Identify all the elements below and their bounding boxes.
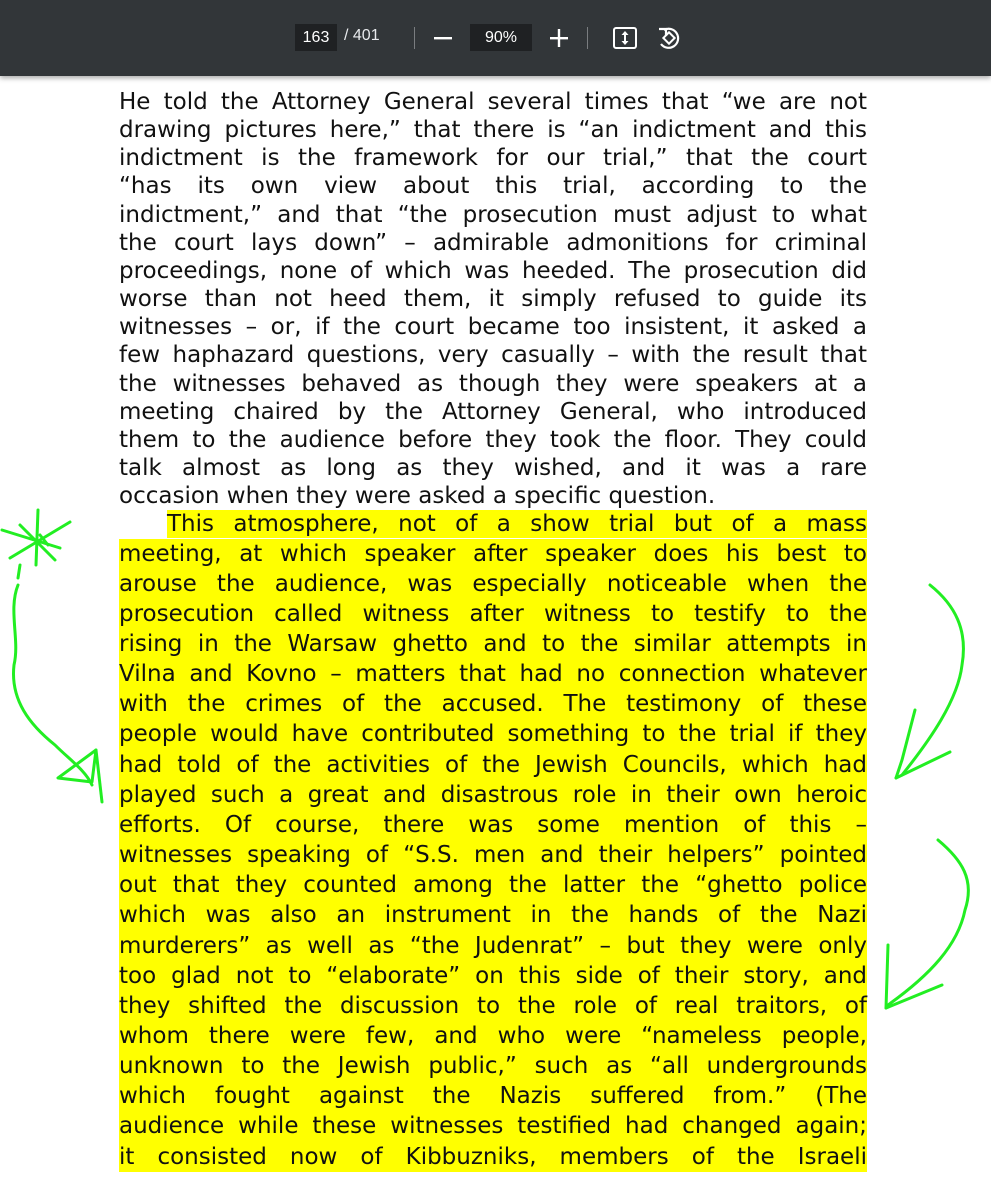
doc-line: occasion when they were asked a specific question. xyxy=(119,483,716,510)
minus-icon xyxy=(432,27,454,49)
highlighted-line: unknown to the Jewish public,” such as “all undergrounds xyxy=(119,1051,867,1081)
fit-to-page-button[interactable] xyxy=(609,22,641,54)
doc-line: indictment,” and that “the prosecution must adjust to what xyxy=(119,201,867,228)
highlighted-line: witnesses speaking of “S.S. men and their helpers” pointed xyxy=(119,840,867,870)
highlighted-line: efforts. Of course, there was some mention of this – xyxy=(119,810,867,840)
highlighted-line: This atmosphere, not of a show trial but of a mass xyxy=(167,511,867,538)
highlighted-line: meeting, at which speaker after speaker does his best to xyxy=(119,539,867,569)
curved-arrow-left-icon xyxy=(13,585,102,802)
zoom-level[interactable]: 90% xyxy=(470,24,532,51)
plus-icon xyxy=(548,27,570,49)
fit-to-page-icon xyxy=(612,25,638,51)
highlighted-line: murderers” as well as “the Judenrat” – but they were only xyxy=(119,931,867,961)
doc-line: the witnesses behaved as though they were speakers at a xyxy=(119,370,867,397)
zoom-in-button[interactable] xyxy=(543,22,575,54)
highlighted-line: with the crimes of the accused. The testimony of these xyxy=(119,689,867,719)
toolbar-divider xyxy=(414,27,415,49)
curved-arrow-right-upper-icon xyxy=(896,585,963,778)
doc-line: meeting chaired by the Attorney General, who introduced xyxy=(119,398,867,425)
highlighted-line: which was also an instrument in the hands of the Nazi xyxy=(119,900,867,930)
doc-line: worse than not heed them, it simply refused to guide its xyxy=(119,286,867,313)
highlighted-line: Vilna and Kovno – matters that had no connection whatever xyxy=(119,659,867,689)
highlighted-line: whom there were few, and who were “nameless people, xyxy=(119,1021,867,1051)
highlighted-line: out that they counted among the latter the “ghetto police xyxy=(119,870,867,900)
doc-line: He told the Attorney General several times that “we are not xyxy=(119,89,867,115)
doc-line: few haphazard questions, very casually – with the result that xyxy=(119,342,867,369)
pdf-toolbar xyxy=(0,0,991,76)
highlighted-line: which fought against the Nazis suffered from.” (The xyxy=(119,1081,867,1111)
doc-line: drawing pictures here,” that there is “an indictment and this xyxy=(119,117,867,144)
highlighted-line: people would have contributed something to the trial if they xyxy=(119,719,867,749)
star-scribble-icon xyxy=(2,510,70,578)
doc-line: indictment is the framework for our trial,” that the court xyxy=(119,145,867,172)
doc-line: “has its own view about this trial, according to the xyxy=(119,173,867,200)
highlighted-line: they shifted the discussion to the role of real traitors, of xyxy=(119,991,867,1021)
toolbar-divider xyxy=(587,27,588,49)
doc-line: proceedings, none of which was heeded. The prosecution did xyxy=(119,257,867,284)
rotate-button[interactable] xyxy=(653,22,685,54)
doc-line: talk almost as long as they wished, and it was a rare xyxy=(119,455,867,482)
page-total: / 401 xyxy=(344,27,380,44)
highlighted-line: it consisted now of Kibbuzniks, members of the Israeli xyxy=(119,1142,867,1172)
highlighted-line: had told of the activities of the Jewish Councils, which had xyxy=(119,750,867,780)
rotate-icon xyxy=(655,24,683,52)
highlighted-line: played such a great and disastrous role in their own heroic xyxy=(119,780,867,810)
highlighted-line: rising in the Warsaw ghetto and to the similar attempts in xyxy=(119,629,867,659)
highlighted-line: audience while these witnesses testified had changed again; xyxy=(119,1111,867,1141)
doc-line: witnesses – or, if the court became too insistent, it asked a xyxy=(119,314,867,341)
zoom-out-button[interactable] xyxy=(427,22,459,54)
highlighted-line: too glad not to “elaborate” on this side of their story, and xyxy=(119,961,867,991)
highlighted-line: prosecution called witness after witness to testify to the xyxy=(119,599,867,629)
highlighted-line: arouse the audience, was especially noticeable when the xyxy=(119,569,867,599)
doc-line: the court lays down” – admirable admonitions for criminal xyxy=(119,229,867,256)
curved-arrow-right-lower-icon xyxy=(886,840,968,1008)
page-number-input[interactable] xyxy=(295,24,337,51)
document-page xyxy=(119,88,867,1172)
doc-line: them to the audience before they took the floor. They could xyxy=(119,426,867,453)
